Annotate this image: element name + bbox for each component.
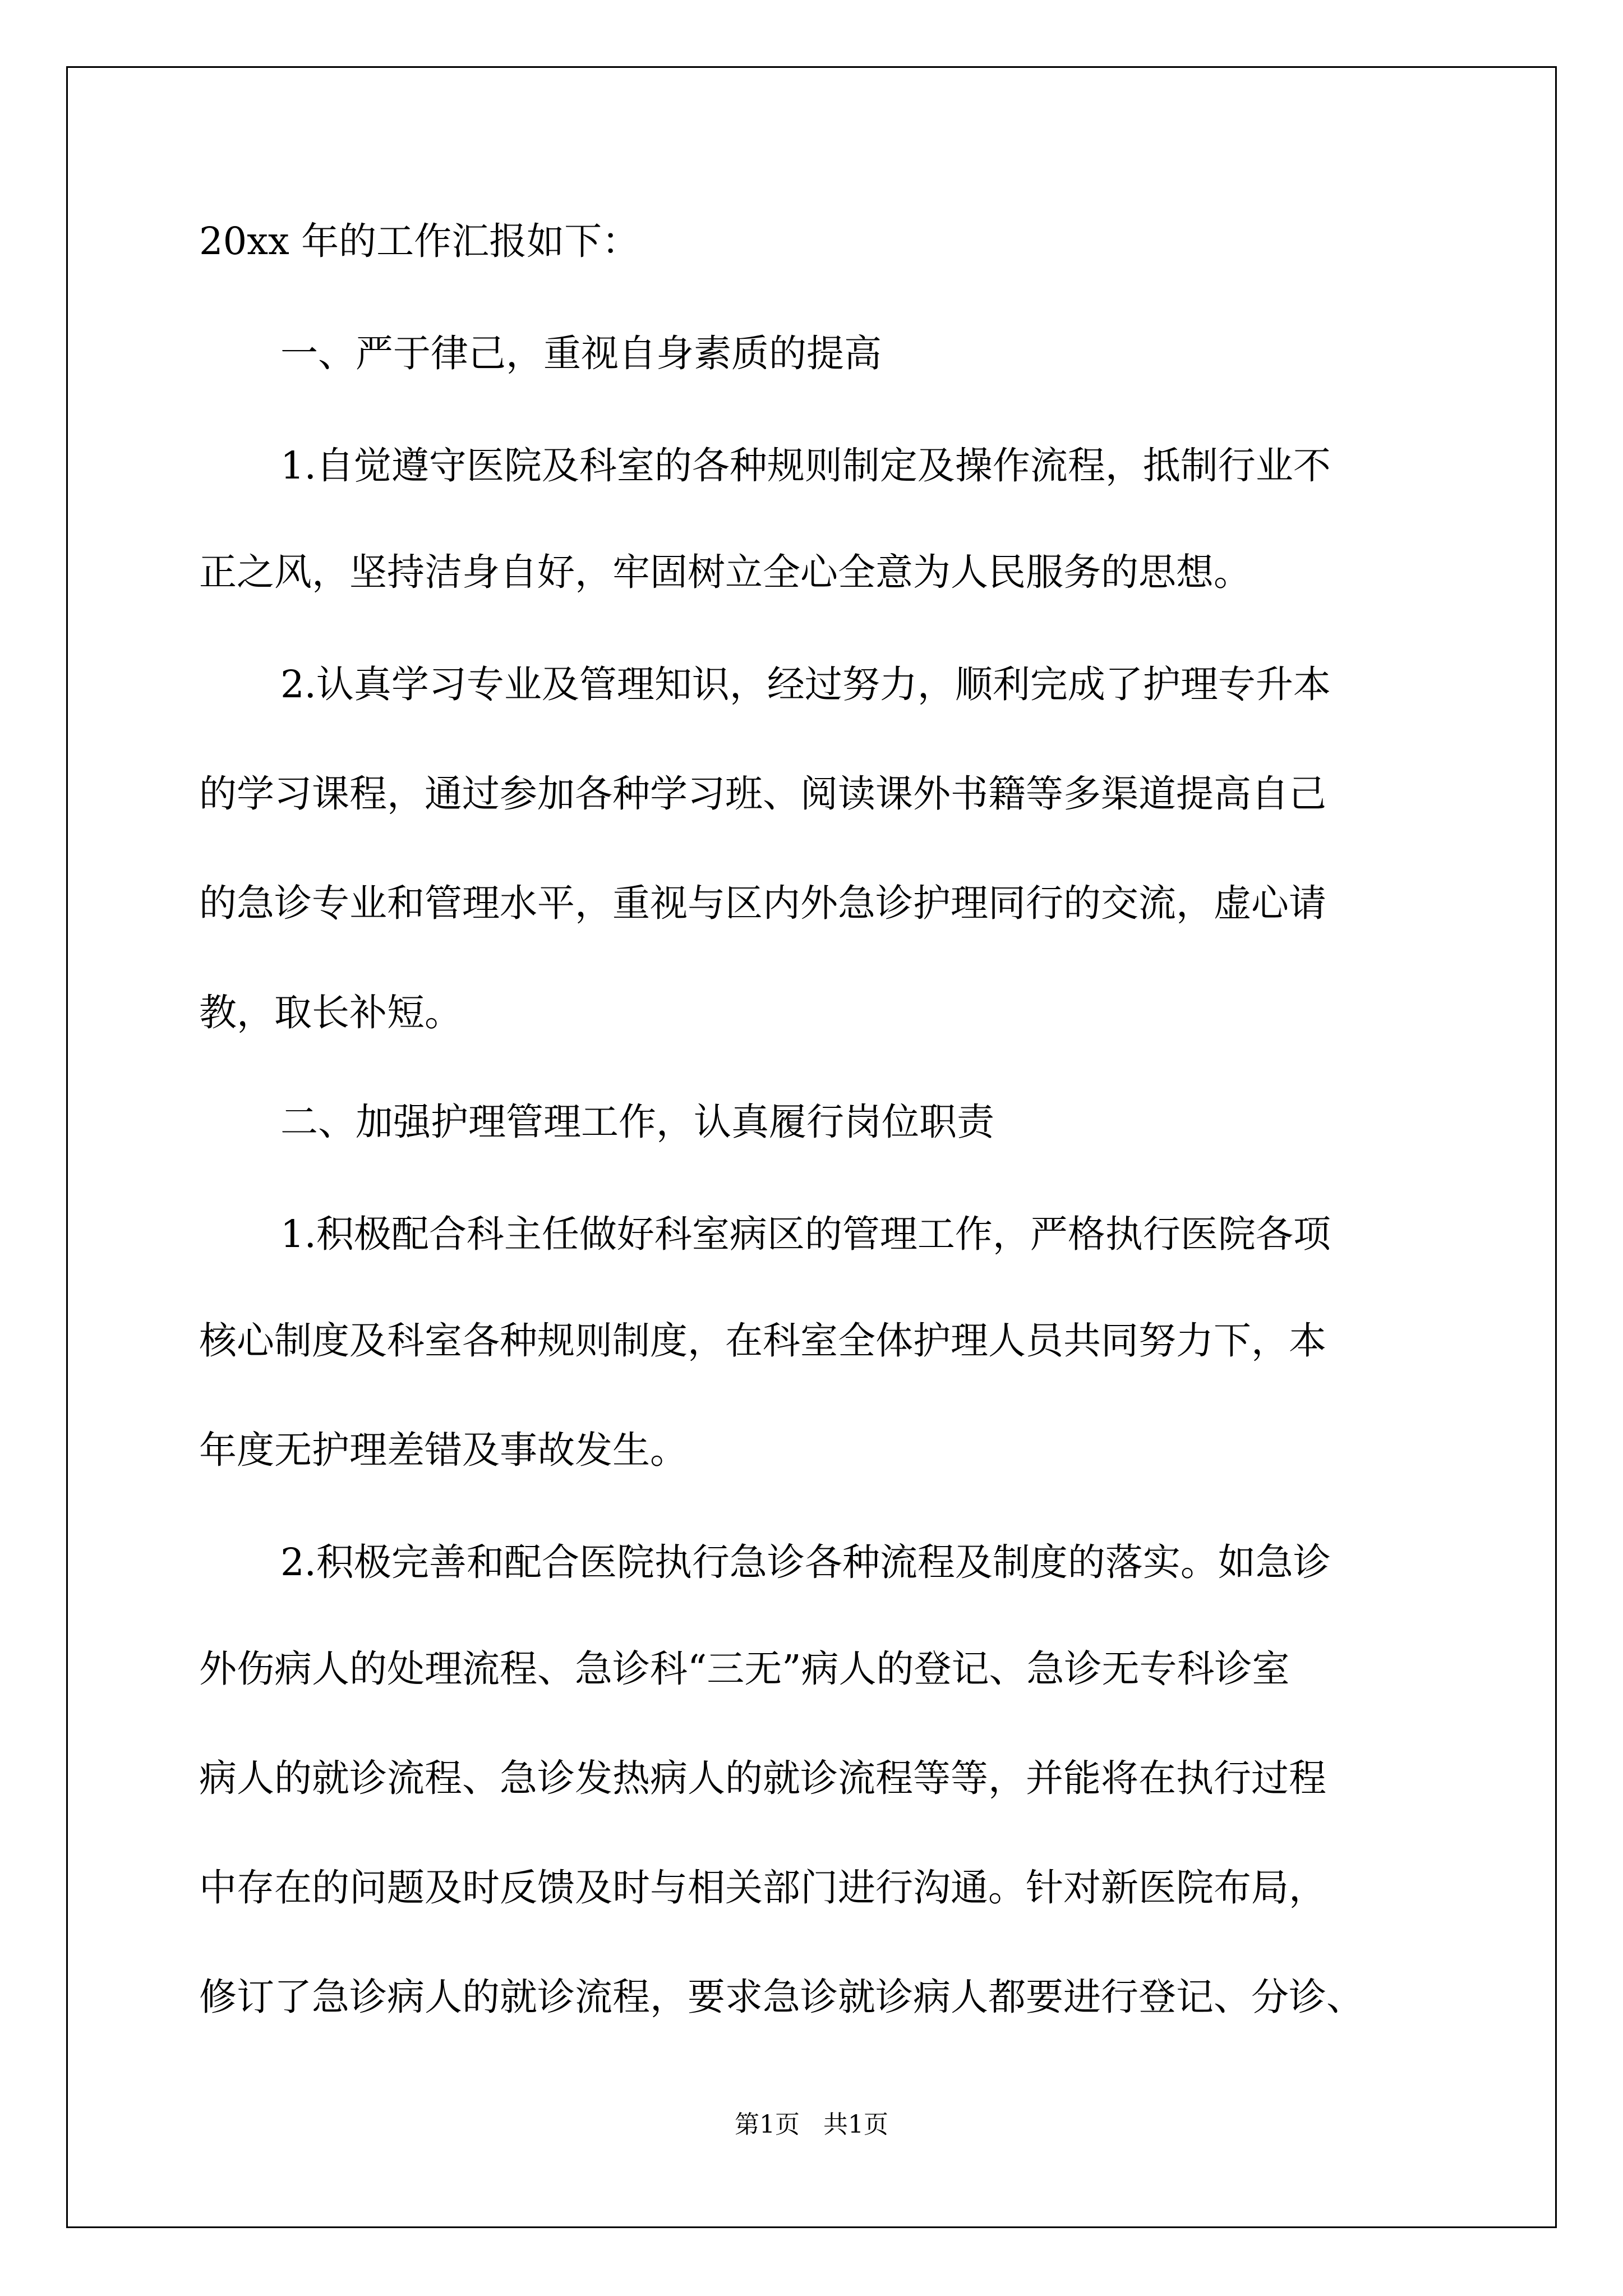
section-2-heading: 二、加强护理管理工作，认真履行岗位职责	[280, 1100, 994, 1144]
paragraph-line: 年度无护理差错及事故发生。	[199, 1428, 688, 1472]
paragraph-line: 1.积极配合科主任做好科室病区的管理工作，严格执行医院各项	[280, 1212, 1331, 1256]
paragraph-line: 2.认真学习专业及管理知识，经过努力，顺利完成了护理专升本	[280, 662, 1331, 706]
page-number-footer: 第1页 共1页	[735, 2110, 888, 2139]
paragraph-line: 病人的就诊流程、急诊发热病人的就诊流程等等，并能将在执行过程	[199, 1756, 1326, 1800]
paragraph-line: 修订了急诊病人的就诊流程，要求急诊就诊病人都要进行登记、分诊、	[199, 1975, 1364, 2019]
paragraph-line: 中存在的问题及时反馈及时与相关部门进行沟通。针对新医院布局，	[199, 1866, 1326, 1910]
paragraph-line: 核心制度及科室各种规则制度，在科室全体护理人员共同努力下，本	[199, 1319, 1326, 1363]
paragraph-line: 教，取长补短。	[199, 991, 462, 1034]
paragraph-line: 的学习课程，通过参加各种学习班、阅读课外书籍等多渠道提高自己	[199, 772, 1326, 816]
paragraph-line: 2.积极完善和配合医院执行急诊各种流程及制度的落实。如急诊	[280, 1540, 1331, 1584]
section-1-heading: 一、严于律己，重视自身素质的提高	[280, 332, 882, 375]
paragraph-line: 的急诊专业和管理水平，重视与区内外急诊护理同行的交流，虚心请	[199, 881, 1326, 925]
report-intro: 20xx 年的工作汇报如下：	[199, 219, 640, 263]
paragraph-line: 外伤病人的处理流程、急诊科“三无”病人的登记、急诊无专科诊室	[199, 1647, 1290, 1691]
paragraph-line: 1.自觉遵守医院及科室的各种规则制定及操作流程，抵制行业不	[280, 444, 1331, 487]
paragraph-line: 正之风，坚持洁身自好，牢固树立全心全意为人民服务的思想。	[199, 550, 1251, 594]
